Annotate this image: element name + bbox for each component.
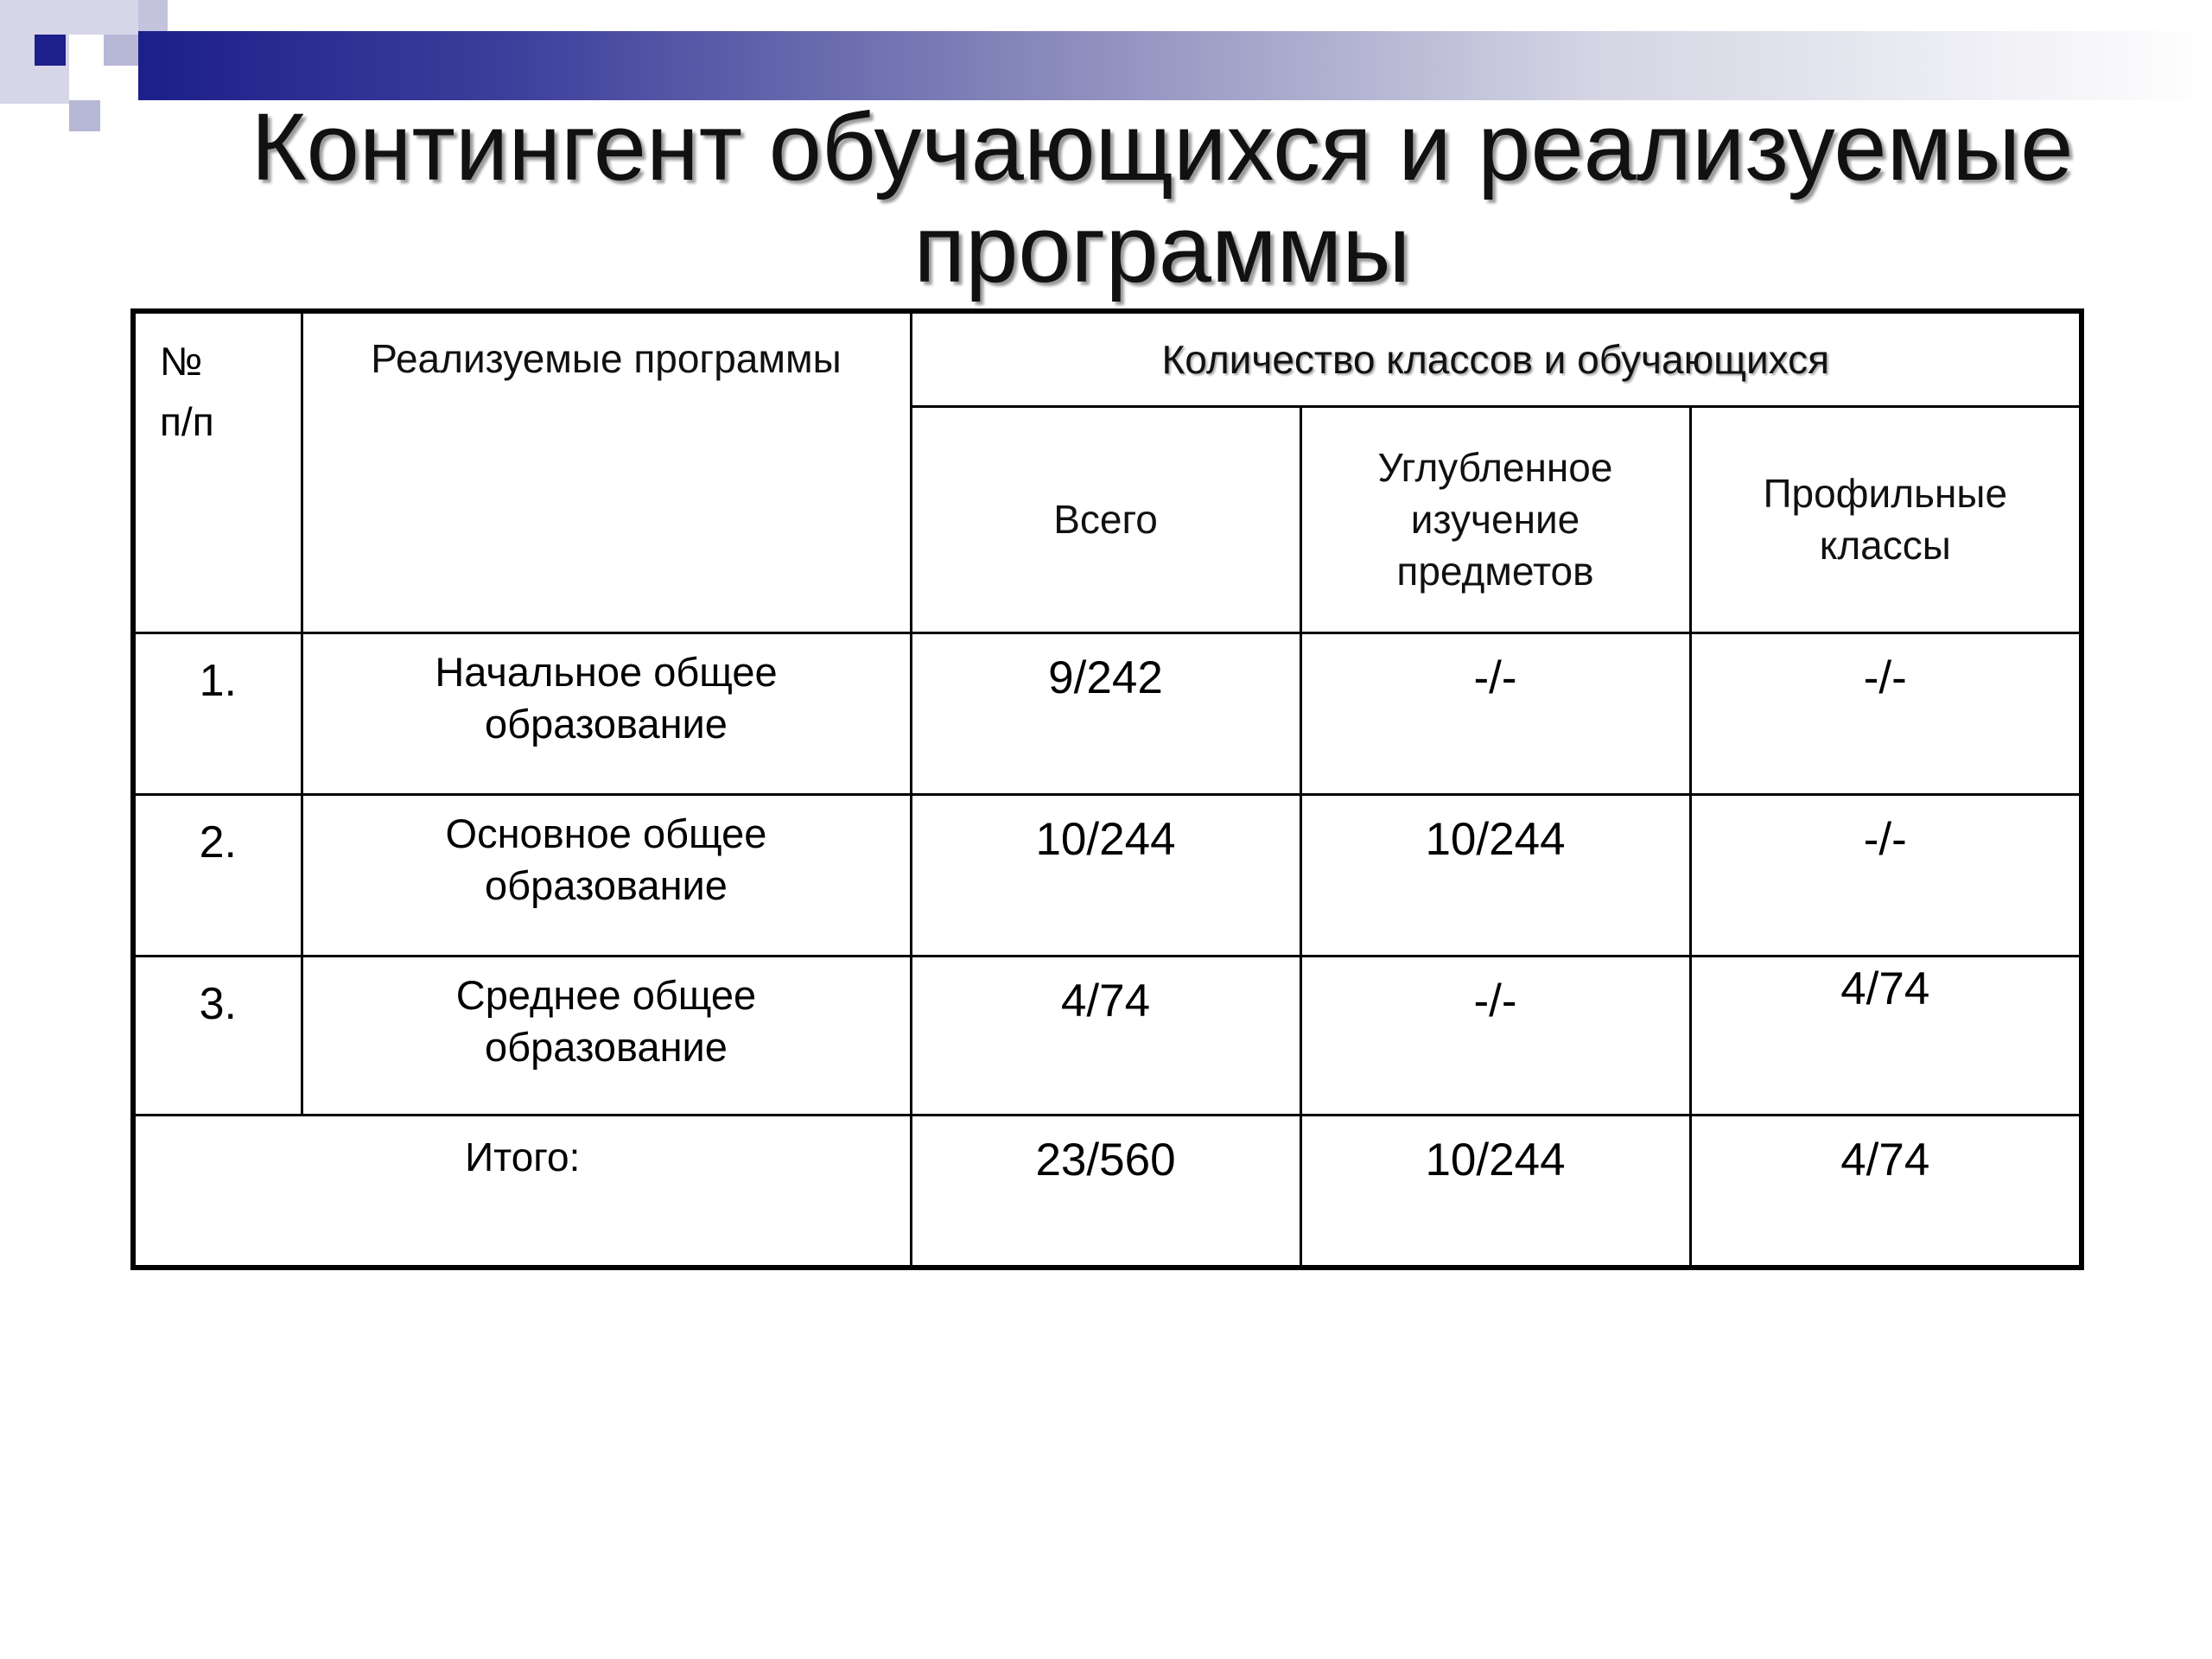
header-num-label: № п/п — [160, 339, 214, 444]
summary-row — [133, 1115, 2082, 1268]
header-total — [911, 406, 1300, 632]
slide-title: Контингент обучающихся и реализуемые программы — [251, 94, 2074, 302]
row-number: 1. — [133, 632, 302, 794]
header-total-label: Всего — [1053, 497, 1158, 542]
contingent-table — [130, 308, 2084, 1270]
row-profile: -/- — [1690, 794, 2082, 956]
row-program-label: Основное общее образование — [445, 810, 767, 908]
header-gradient-bar — [138, 31, 2212, 100]
row-total: 9/242 — [911, 632, 1300, 794]
table-row — [133, 956, 2082, 1115]
row-advanced: -/- — [1300, 632, 1690, 794]
header-num — [133, 311, 302, 632]
header-count — [911, 311, 2082, 406]
header-profile-label: Профильные классы — [1763, 471, 2008, 568]
summary-total: 23/560 — [911, 1115, 1300, 1268]
decor-square — [69, 100, 100, 131]
summary-profile: 4/74 — [1690, 1115, 2082, 1268]
row-program-label: Среднее общее образование — [455, 971, 757, 1070]
row-number: 3. — [133, 956, 302, 1115]
row-program-label: Начальное общее образование — [435, 648, 778, 747]
row-advanced: 10/244 — [1300, 794, 1690, 956]
row-advanced: -/- — [1300, 956, 1690, 1115]
summary-advanced: 10/244 — [1300, 1115, 1690, 1268]
row-number: 2. — [133, 794, 302, 956]
summary-label: Итого: — [133, 1115, 911, 1268]
row-profile: -/- — [1690, 632, 2082, 794]
decor-square — [138, 0, 168, 31]
row-program — [302, 956, 911, 1115]
header-advanced-label: Углубленное изучение предметов — [1377, 445, 1613, 594]
row-program — [302, 794, 911, 956]
header-programs — [302, 311, 911, 632]
header-programs-label: Реализуемые программы — [371, 336, 842, 381]
header-advanced — [1300, 406, 1690, 632]
row-total: 10/244 — [911, 794, 1300, 956]
header-profile — [1690, 406, 2082, 632]
decor-square — [69, 0, 138, 35]
table-row — [133, 794, 2082, 956]
header-count-label: Количество классов и обучающихся — [1161, 336, 1830, 382]
row-total: 4/74 — [911, 956, 1300, 1115]
decor-square — [104, 35, 138, 66]
decor-square — [35, 35, 66, 66]
table-row — [133, 632, 2082, 794]
row-profile: 4/74 — [1690, 956, 2082, 1115]
row-program — [302, 632, 911, 794]
